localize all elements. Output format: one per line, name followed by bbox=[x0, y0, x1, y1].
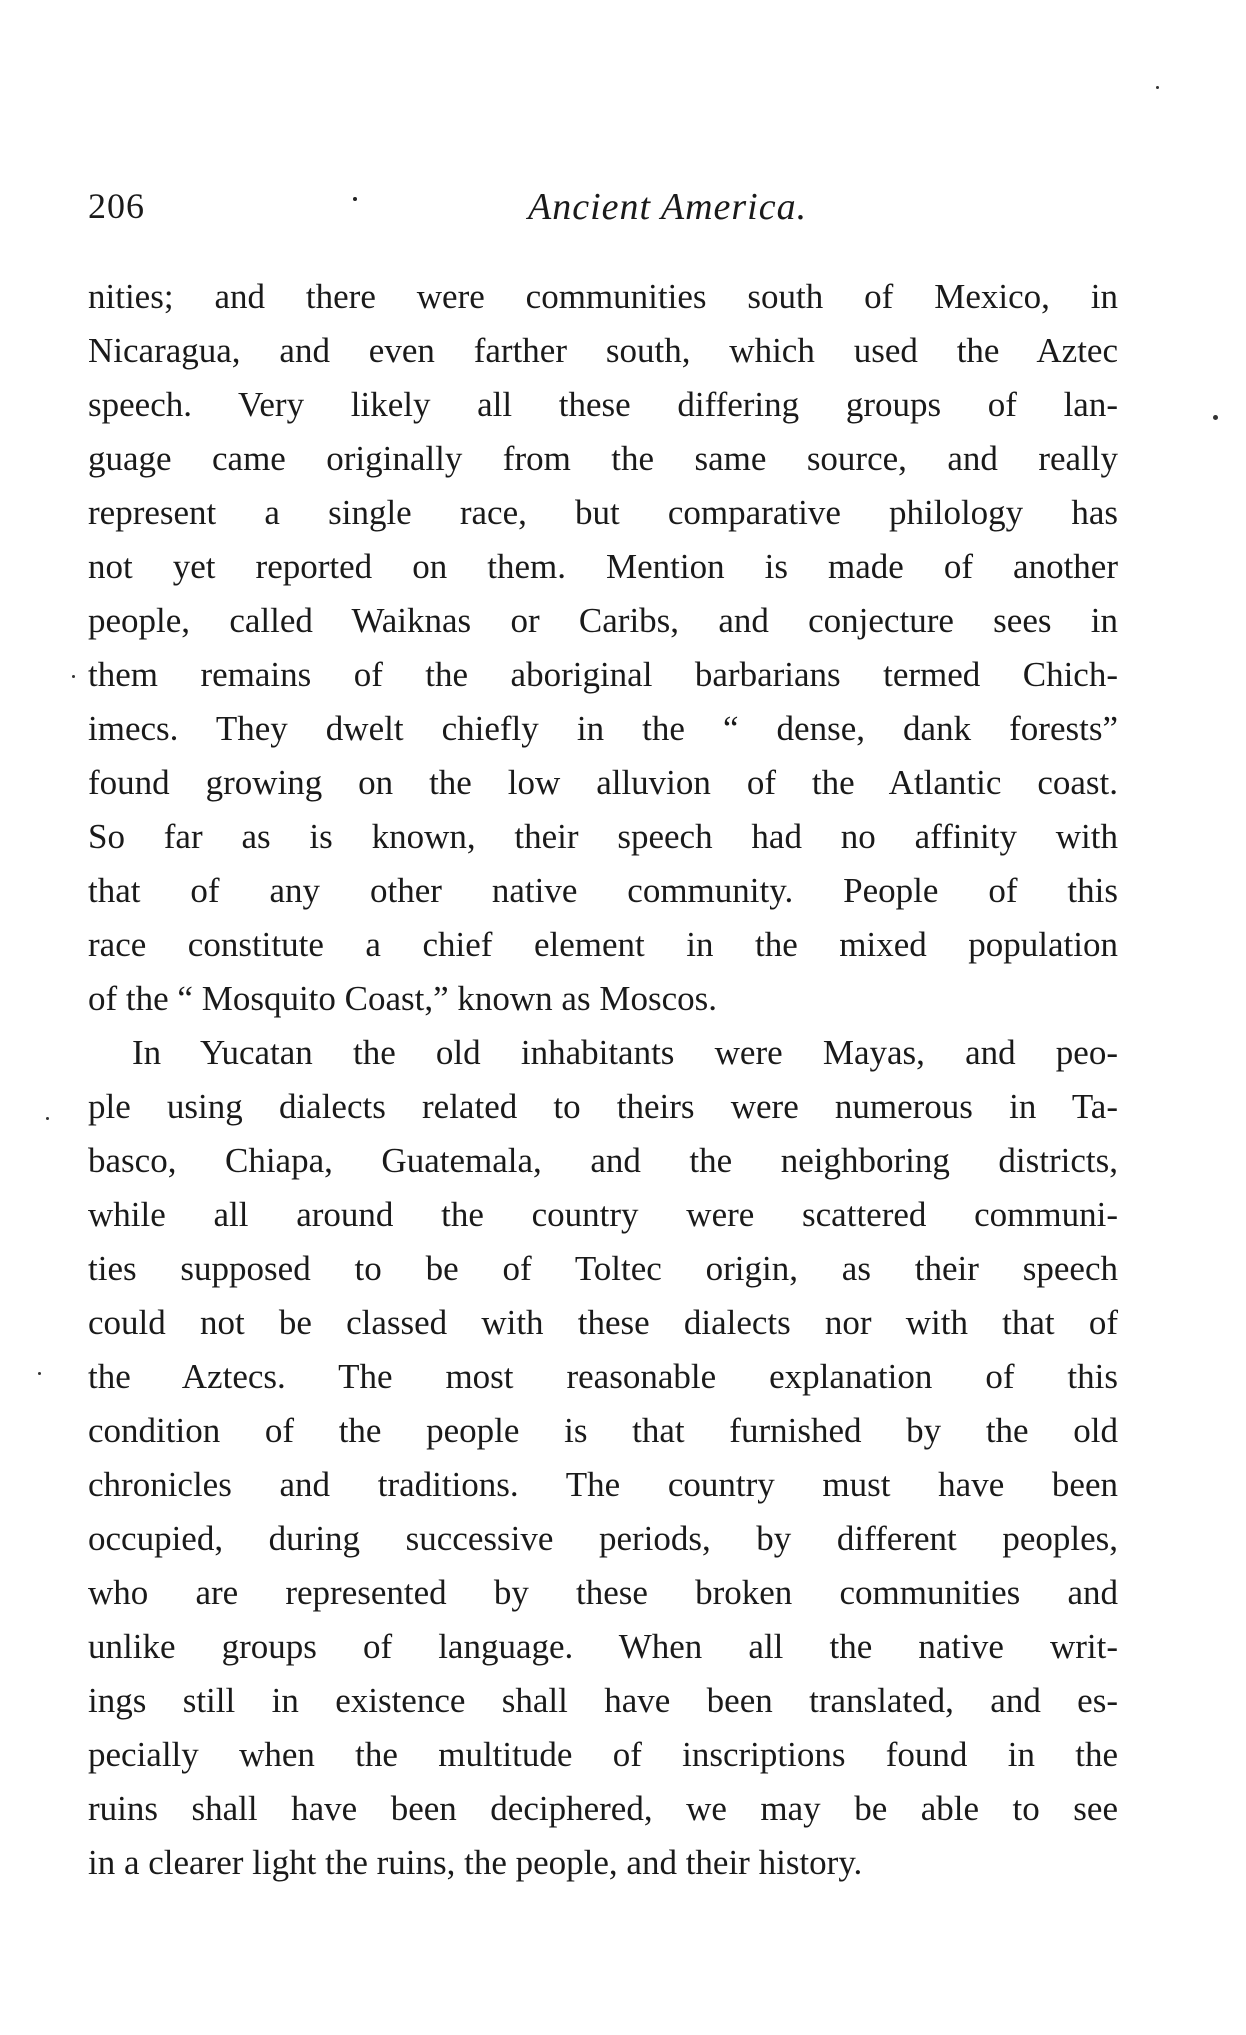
text-line: found growing on the low alluvion of the Atlantic coast. bbox=[88, 763, 1118, 802]
header-ornament-dot bbox=[353, 197, 357, 201]
text-line: ings still in existence shall have been translated, and es- bbox=[88, 1681, 1118, 1720]
text-line: pecially when the multitude of inscriptions found in the bbox=[88, 1735, 1118, 1774]
text-line: who are represented by these broken communities and bbox=[88, 1573, 1118, 1612]
text-line: basco, Chiapa, Guatemala, and the neighboring districts, bbox=[88, 1141, 1118, 1180]
scan-speck bbox=[1213, 415, 1218, 420]
scan-speck bbox=[46, 1117, 49, 1120]
text-line: unlike groups of language. When all the native writ- bbox=[88, 1627, 1118, 1666]
text-line: ruins shall have been deciphered, we may be able to see bbox=[88, 1789, 1118, 1828]
text-line: guage came originally from the same source, and really bbox=[88, 439, 1118, 478]
text-line: speech. Very likely all these differing groups of lan- bbox=[88, 385, 1118, 424]
text-line: imecs. They dwelt chiefly in the “ dense, dank forests” bbox=[88, 709, 1118, 748]
body-text bbox=[88, 270, 1118, 1890]
paragraph-2 bbox=[88, 1026, 1118, 1890]
text-line: nities; and there were communities south of Mexico, in bbox=[88, 277, 1118, 316]
text-line: chronicles and traditions. The country must have been bbox=[88, 1465, 1118, 1504]
scan-speck bbox=[72, 675, 75, 678]
text-line: condition of the people is that furnished by the old bbox=[88, 1411, 1118, 1450]
text-line: ties supposed to be of Toltec origin, as their speech bbox=[88, 1249, 1118, 1288]
text-line: the Aztecs. The most reasonable explanation of this bbox=[88, 1357, 1118, 1396]
text-line: while all around the country were scattered communi- bbox=[88, 1195, 1118, 1234]
text-line: Nicaragua, and even farther south, which used the Aztec bbox=[88, 331, 1118, 370]
page-header bbox=[88, 185, 1118, 235]
text-line: that of any other native community. People of this bbox=[88, 871, 1118, 910]
text-line: represent a single race, but comparative philology has bbox=[88, 493, 1118, 532]
page-number: 206 bbox=[88, 186, 145, 226]
scan-speck bbox=[38, 1372, 41, 1375]
text-line: could not be classed with these dialects nor with that of bbox=[88, 1303, 1118, 1342]
text-line: In Yucatan the old inhabitants were Mayas, and peo- bbox=[132, 1033, 1118, 1072]
text-line: not yet reported on them. Mention is made of another bbox=[88, 547, 1118, 586]
text-line: in a clearer light the ruins, the people, and their history. bbox=[88, 1843, 863, 1882]
text-line: of the “ Mosquito Coast,” known as Moscos. bbox=[88, 979, 717, 1018]
text-line: people, called Waiknas or Caribs, and conjecture sees in bbox=[88, 601, 1118, 640]
text-line: ple using dialects related to theirs were numerous in Ta- bbox=[88, 1087, 1118, 1126]
scan-speck bbox=[1156, 86, 1159, 89]
text-line: them remains of the aboriginal barbarians termed Chich- bbox=[88, 655, 1118, 694]
text-line: race constitute a chief element in the mixed population bbox=[88, 925, 1118, 964]
running-title: Ancient America. bbox=[528, 186, 808, 228]
text-line: occupied, during successive periods, by different peoples, bbox=[88, 1519, 1118, 1558]
paragraph-1 bbox=[88, 270, 1118, 1026]
text-line: So far as is known, their speech had no affinity with bbox=[88, 817, 1118, 856]
